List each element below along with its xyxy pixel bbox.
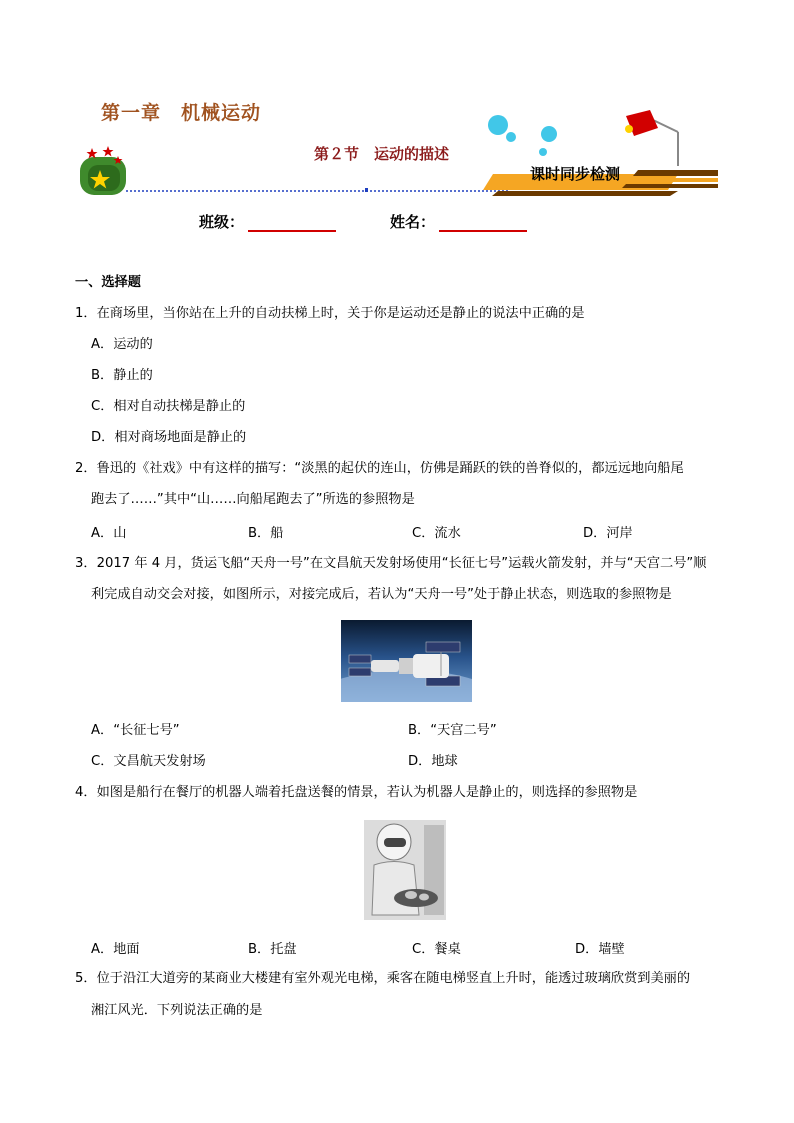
q2-option-b: B．船	[248, 526, 284, 541]
q4-option-d: D．墙壁	[575, 942, 625, 957]
q4-option-a: A．地面	[91, 942, 140, 957]
robot-waiter-image	[364, 820, 446, 920]
star-badge-icon	[80, 146, 126, 195]
part-title: 一、选择题	[75, 275, 141, 290]
q1-option-a: A．运动的	[91, 337, 153, 352]
question-3-stem-line2: 利完成自动交会对接，如图所示，对接完成后，若认为“天舟一号”处于静止状态，则选取的参照物是	[91, 587, 672, 602]
section-title: 第２节 运动的描述	[314, 145, 450, 163]
q3-option-c: C．文昌航天发射场	[91, 754, 206, 769]
question-5-stem-line2: 湘江风光．下列说法正确的是	[91, 1003, 263, 1018]
class-field	[199, 211, 336, 232]
chapter-title: 第一章 机械运动	[101, 102, 262, 124]
space-station-image	[341, 620, 472, 702]
q3-option-d: D．地球	[408, 754, 458, 769]
question-1-stem: 1．在商场里，当你站在上升的自动扶梯上时，关于你是运动还是静止的说法中正确的是	[75, 306, 585, 321]
q1-option-d: D．相对商场地面是静止的	[91, 430, 247, 445]
q3-option-b: B．“天宫二号”	[408, 723, 497, 738]
q2-option-c: C．流水	[412, 526, 461, 541]
question-2-stem-line1: 2．鲁迅的《社戏》中有这样的描写：“淡黑的起伏的连山，仿佛是踊跃的铁的兽脊似的，都远远地向船尾	[75, 461, 684, 476]
name-label: 姓名：	[390, 213, 436, 231]
q1-option-b: B．静止的	[91, 368, 153, 383]
class-blank[interactable]	[248, 214, 336, 232]
question-2-stem-line2: 跑去了……”其中“山……向船尾跑去了”所选的参照物是	[91, 492, 415, 507]
question-3-stem-line1: 3．2017 年 4 月，货运飞船“天舟一号”在文昌航天发射场使用“长征七号”运载火箭发射，并与“天宫二号”顺	[75, 556, 707, 571]
question-4-stem: 4．如图是船行在餐厅的机器人端着托盘送餐的情景，若认为机器人是静止的，则选择的参照物是	[75, 785, 638, 800]
name-blank[interactable]	[439, 214, 527, 232]
q1-option-c: C．相对自动扶梯是静止的	[91, 399, 246, 414]
q2-option-a: A．山	[91, 526, 127, 541]
q2-option-d: D．河岸	[583, 526, 633, 541]
q3-option-a: A．“长征七号”	[91, 723, 180, 738]
q4-option-c: C．餐桌	[412, 942, 461, 957]
lamp-icon	[625, 110, 678, 166]
question-5-stem-line1: 5．位于沿江大道旁的某商业大楼建有室外观光电梯，乘客在随电梯竖直上升时，能透过玻璃欣赏到美丽的	[75, 971, 691, 986]
banner-label: 课时同步检测	[529, 165, 620, 183]
q4-option-b: B．托盘	[248, 942, 297, 957]
name-field	[390, 211, 527, 232]
class-label: 班级：	[199, 213, 245, 231]
